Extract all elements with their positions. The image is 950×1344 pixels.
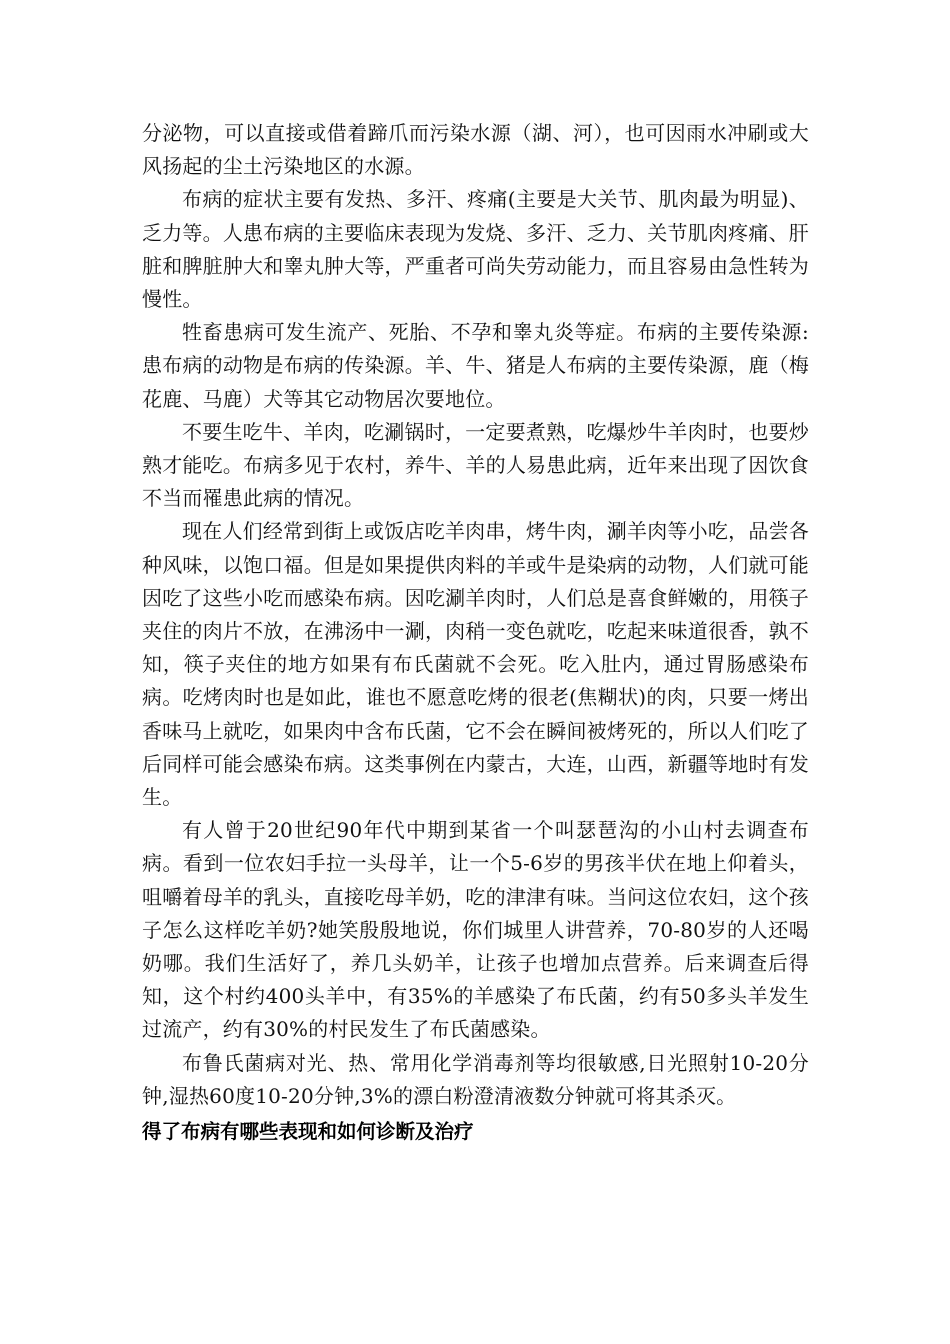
paragraph-1: 分泌物，可以直接或借着蹄爪而污染水源（湖、河），也可因雨水冲刷或大风扬起的尘土污染地区的水源。 <box>142 121 809 179</box>
section-heading: 得了布病有哪些表现和如何诊断及治疗 <box>142 1120 474 1144</box>
paragraph-4: 不要生吃牛、羊肉，吃涮锅时，一定要煮熟，吃爆炒牛羊肉时，也要炒熟才能吃。布病多见于农村，养牛、羊的人易患此病，近年来出现了因饮食不当而罹患此病的情况。 <box>142 419 809 511</box>
paragraph-7: 布鲁氏菌病对光、热、常用化学消毒剂等均很敏感,日光照射10-20分钟,湿热60度10-20分钟,3%的漂白粉澄清液数分钟就可将其杀灭。 <box>142 1050 809 1108</box>
paragraph-5: 现在人们经常到街上或饭店吃羊肉串，烤牛肉，涮羊肉等小吃，品尝各种风味，以饱口福。但是如果提供肉料的羊或牛是染病的动物，人们就可能因吃了这些小吃而感染布病。因吃涮羊肉时，人们总是喜食鲜嫩的，用筷子夹住的肉片不放，在沸汤中一涮，肉稍一变色就吃，吃起来味道很香，孰不知，筷子夹住的地方如果有布氏菌就不会死。吃入肚内，通过胃肠感染布病。吃烤肉时也是如此，谁也不愿意吃烤的很老(焦糊状)的肉，只要一烤出香味马上就吃，如果肉中含布氏菌，它不会在瞬间被烤死的，所以人们吃了后同样可能会感染布病。这类事例在内蒙古，大连，山西，新疆等地时有发生。 <box>142 519 809 810</box>
paragraph-2: 布病的症状主要有发热、多汗、疼痛(主要是大关节、肌肉最为明显)、乏力等。人患布病的主要临床表现为发烧、多汗、乏力、关节肌肉疼痛、肝脏和脾脏肿大和睾丸肿大等，严重者可尚失劳动能力，而且容易由急性转为慢性。 <box>142 187 809 312</box>
document-page <box>142 117 809 1148</box>
paragraph-6: 有人曾于20世纪90年代中期到某省一个叫瑟琶沟的小山村去调查布病。看到一位农妇手拉一头母羊，让一个5-6岁的男孩半伏在地上仰着头，咀嚼着母羊的乳头，直接吃母羊奶，吃的津津有味。当问这位农妇，这个孩子怎么这样吃羊奶?她笑殷殷地说，你们城里人讲营养，70-80岁的人还喝奶哪。我们生活好了，养几头奶羊，让孩子也增加点营养。后来调查后得知，这个村约400头羊中，有35%的羊感染了布氏菌，约有50多头羊发生过流产，约有30%的村民发生了布氏菌感染。 <box>142 818 809 1042</box>
paragraph-3: 牲畜患病可发生流产、死胎、不孕和睾丸炎等症。布病的主要传染源:患布病的动物是布病的传染源。羊、牛、猪是人布病的主要传染源，鹿（梅花鹿、马鹿）犬等其它动物居次要地位。 <box>142 320 809 411</box>
